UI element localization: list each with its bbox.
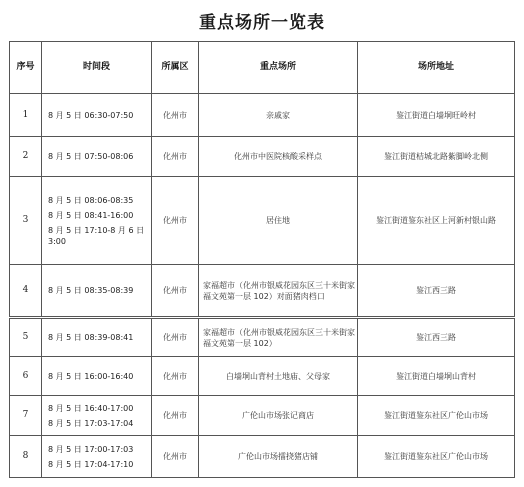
header-place: 重点场所 [199, 42, 358, 94]
header-address: 场所地址 [358, 42, 515, 94]
page-title: 重点场所一览表 [199, 13, 325, 33]
row-address: 鉴江街道鉴东社区广伦山市场 [358, 396, 515, 436]
row-seq: 7 [10, 396, 42, 436]
row-time [42, 357, 152, 396]
table-row [10, 436, 515, 478]
row-seq: 4 [10, 265, 42, 317]
time-slot: 8 月 5 日 08:41-16:00 [48, 210, 134, 220]
row-district: 化州市 [152, 94, 199, 137]
row-seq: 1 [10, 94, 42, 137]
row-place: 居住地 [199, 177, 358, 265]
row-place: 白墙垌山背村土地庙、父母家 [199, 357, 358, 396]
header-district: 所属区 [152, 42, 199, 94]
time-slot: 8 月 5 日 16:00-16:40 [48, 371, 134, 381]
row-time [42, 94, 152, 137]
row-district: 化州市 [152, 177, 199, 265]
table-row [10, 357, 515, 396]
row-place: 亲戚家 [199, 94, 358, 137]
places-table-part-1 [9, 41, 515, 317]
row-address: 鉴江街道鉴东社区上河新村银山路 [358, 177, 515, 265]
time-slot: 8 月 5 日 06:30-07:50 [48, 110, 134, 120]
row-time [42, 265, 152, 317]
row-place: 家福超市（化州市银威花园东区三十米街家福文苑第一层 102） [199, 319, 358, 357]
table-row [10, 177, 515, 265]
time-slot: 8 月 5 日 17:10-8 月 6 日 3:00 [48, 225, 145, 246]
row-seq: 8 [10, 436, 42, 478]
row-place: 广伦山市场擂挠猪店铺 [199, 436, 358, 478]
time-slot: 8 月 5 日 17:03-17:04 [48, 418, 134, 428]
time-slot: 8 月 5 日 17:04-17:10 [48, 459, 134, 469]
table-row [10, 137, 515, 177]
row-time [42, 396, 152, 436]
row-district: 化州市 [152, 357, 199, 396]
table-row [10, 319, 515, 357]
row-seq: 3 [10, 177, 42, 265]
row-time [42, 137, 152, 177]
time-slot: 8 月 5 日 08:35-08:39 [48, 286, 134, 295]
row-seq: 6 [10, 357, 42, 396]
row-address: 鉴江街道白墙垌山背村 [358, 357, 515, 396]
time-slot: 8 月 5 日 07:50-08:06 [48, 152, 134, 161]
time-slot: 8 月 5 日 16:40-17:00 [48, 403, 134, 413]
row-seq: 2 [10, 137, 42, 177]
table-row [10, 396, 515, 436]
row-seq: 5 [10, 319, 42, 357]
row-district: 化州市 [152, 436, 199, 478]
row-place: 广伦山市场张记商店 [199, 396, 358, 436]
places-table-part-2 [9, 318, 515, 478]
row-address: 鉴江西三路 [358, 265, 515, 317]
row-time [42, 319, 152, 357]
time-slot: 8 月 5 日 08:39-08:41 [48, 333, 134, 342]
time-slot: 8 月 5 日 08:06-08:35 [48, 195, 134, 205]
header-seq: 序号 [10, 42, 42, 94]
table-row [10, 265, 515, 317]
row-district: 化州市 [152, 265, 199, 317]
row-place: 化州市中医院核酸采样点 [199, 137, 358, 177]
row-place: 家福超市（化州市银威花园东区三十米街家福文苑第一层 102）对面猪肉档口 [199, 265, 358, 317]
header-time: 时间段 [42, 42, 152, 94]
table-row [10, 94, 515, 137]
row-address: 鉴江西三路 [358, 319, 515, 357]
time-slot: 8 月 5 日 17:00-17:03 [48, 444, 134, 454]
row-time [42, 436, 152, 478]
row-address: 鉴江街道桔城北路紫脚岭北侧 [358, 137, 515, 177]
row-district: 化州市 [152, 396, 199, 436]
row-address: 鉴江街道白墙垌旺岭村 [358, 94, 515, 137]
row-address: 鉴江街道鉴东社区广伦山市场 [358, 436, 515, 478]
row-time [42, 177, 152, 265]
row-district: 化州市 [152, 137, 199, 177]
row-district: 化州市 [152, 319, 199, 357]
table-header-row [10, 42, 515, 94]
